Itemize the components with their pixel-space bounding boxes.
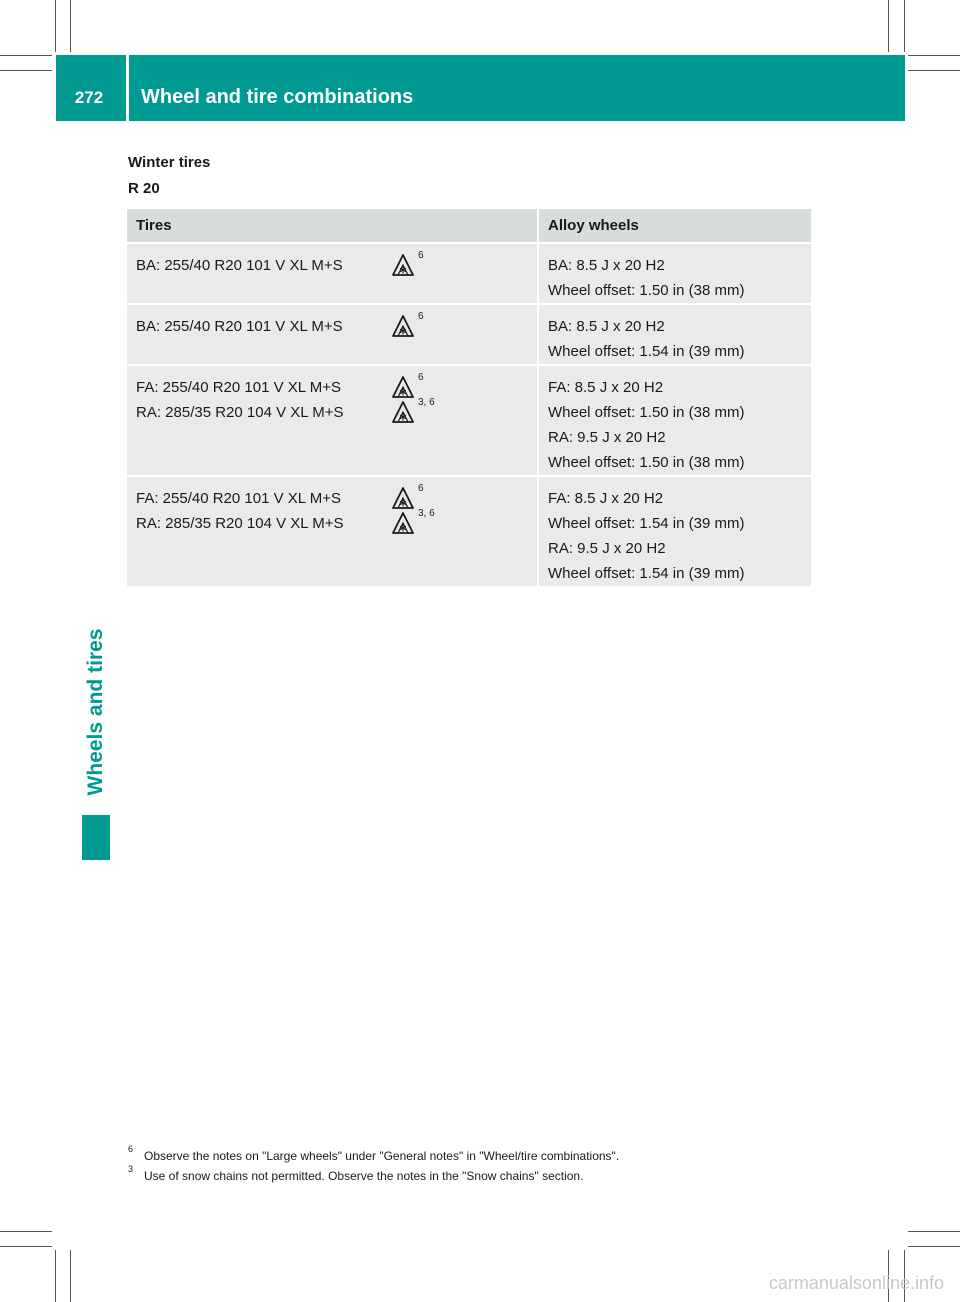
footnote-number: 3 (128, 1164, 134, 1174)
tire-size: FA: 255/40 R20 101 V XL M+S (136, 490, 341, 507)
tire-size: RA: 285/35 R20 104 V XL M+S (136, 515, 344, 532)
tire-line (136, 311, 528, 339)
footnote-ref: 3, 6 (418, 508, 435, 519)
table-row (127, 244, 811, 305)
snowflake-icon (392, 254, 414, 276)
column-header-tires: Tires (127, 209, 539, 244)
page-number: 272 (74, 88, 104, 107)
tire-line (136, 508, 528, 536)
header-divider (126, 55, 129, 121)
tire-line (136, 372, 528, 400)
wheel-spec: Wheel offset: 1.54 in (39 mm) (548, 515, 745, 532)
section-heading: Winter tires (128, 154, 211, 171)
footnote-number: 6 (128, 1144, 134, 1154)
wheel-spec: BA: 8.5 J x 20 H2 (548, 318, 665, 335)
wheel-spec: Wheel offset: 1.50 in (38 mm) (548, 454, 745, 471)
snowflake-icon (392, 376, 414, 398)
crop-mark (70, 0, 71, 52)
crop-mark (908, 1246, 960, 1247)
wheel-spec: FA: 8.5 J x 20 H2 (548, 490, 664, 507)
tire-line (136, 483, 528, 511)
footnote-ref: 6 (418, 250, 424, 261)
tire-size: BA: 255/40 R20 101 V XL M+S (136, 257, 343, 274)
crop-mark (908, 70, 960, 71)
crop-mark (0, 55, 52, 56)
tire-line (136, 250, 528, 278)
wheel-spec: RA: 9.5 J x 20 H2 (548, 540, 666, 557)
snowflake-icon (392, 315, 414, 337)
wheel-spec: FA: 8.5 J x 20 H2 (548, 379, 664, 396)
tire-size: FA: 255/40 R20 101 V XL M+S (136, 379, 341, 396)
wheel-spec: Wheel offset: 1.54 in (39 mm) (548, 343, 745, 360)
wheel-spec: RA: 9.5 J x 20 H2 (548, 429, 666, 446)
crop-mark (904, 0, 905, 52)
side-tab-text: Wheels and tires (84, 628, 107, 796)
table-row (127, 477, 811, 588)
table-header-row (127, 209, 811, 244)
wheel-spec: Wheel offset: 1.50 in (38 mm) (548, 282, 745, 299)
wheels-cell (539, 366, 811, 477)
wheels-cell (539, 305, 811, 366)
footnote-text: Observe the notes on "Large wheels" under "General notes" in "Wheel/tire combinations". (144, 1149, 620, 1163)
section-subheading: R 20 (128, 180, 160, 197)
footnote-ref: 6 (418, 372, 424, 383)
crop-mark (888, 0, 889, 52)
tire-line (136, 397, 528, 425)
crop-mark (908, 55, 960, 56)
table-row (127, 366, 811, 477)
crop-mark (0, 1246, 52, 1247)
watermark: carmanualsonline.info (768, 1273, 944, 1293)
table-row (127, 305, 811, 366)
snowflake-icon (392, 401, 414, 423)
tire-size: BA: 255/40 R20 101 V XL M+S (136, 318, 343, 335)
footnote-ref: 6 (418, 483, 424, 494)
crop-mark (908, 1231, 960, 1232)
wheels-cell (539, 244, 811, 305)
wheel-tire-table (127, 209, 811, 588)
crop-mark (0, 1231, 52, 1232)
crop-mark (55, 0, 56, 52)
snowflake-icon (392, 487, 414, 509)
footnote-text: Use of snow chains not permitted. Observe the notes in the "Snow chains" section. (144, 1169, 584, 1183)
wheel-spec: BA: 8.5 J x 20 H2 (548, 257, 665, 274)
footnote-ref: 6 (418, 311, 424, 322)
crop-mark (0, 70, 52, 71)
column-header-wheels: Alloy wheels (539, 209, 811, 244)
wheel-spec: Wheel offset: 1.50 in (38 mm) (548, 404, 745, 421)
tires-cell (127, 477, 539, 588)
wheels-cell (539, 477, 811, 588)
tire-size: RA: 285/35 R20 104 V XL M+S (136, 404, 344, 421)
side-tab-marker (82, 815, 110, 860)
tires-cell (127, 305, 539, 366)
tires-cell (127, 244, 539, 305)
crop-mark (70, 1250, 71, 1302)
wheel-spec: Wheel offset: 1.54 in (39 mm) (548, 565, 745, 582)
page-title: Wheel and tire combinations (141, 86, 414, 108)
snowflake-icon (392, 512, 414, 534)
footnote-ref: 3, 6 (418, 397, 435, 408)
tires-cell (127, 366, 539, 477)
crop-mark (55, 1250, 56, 1302)
